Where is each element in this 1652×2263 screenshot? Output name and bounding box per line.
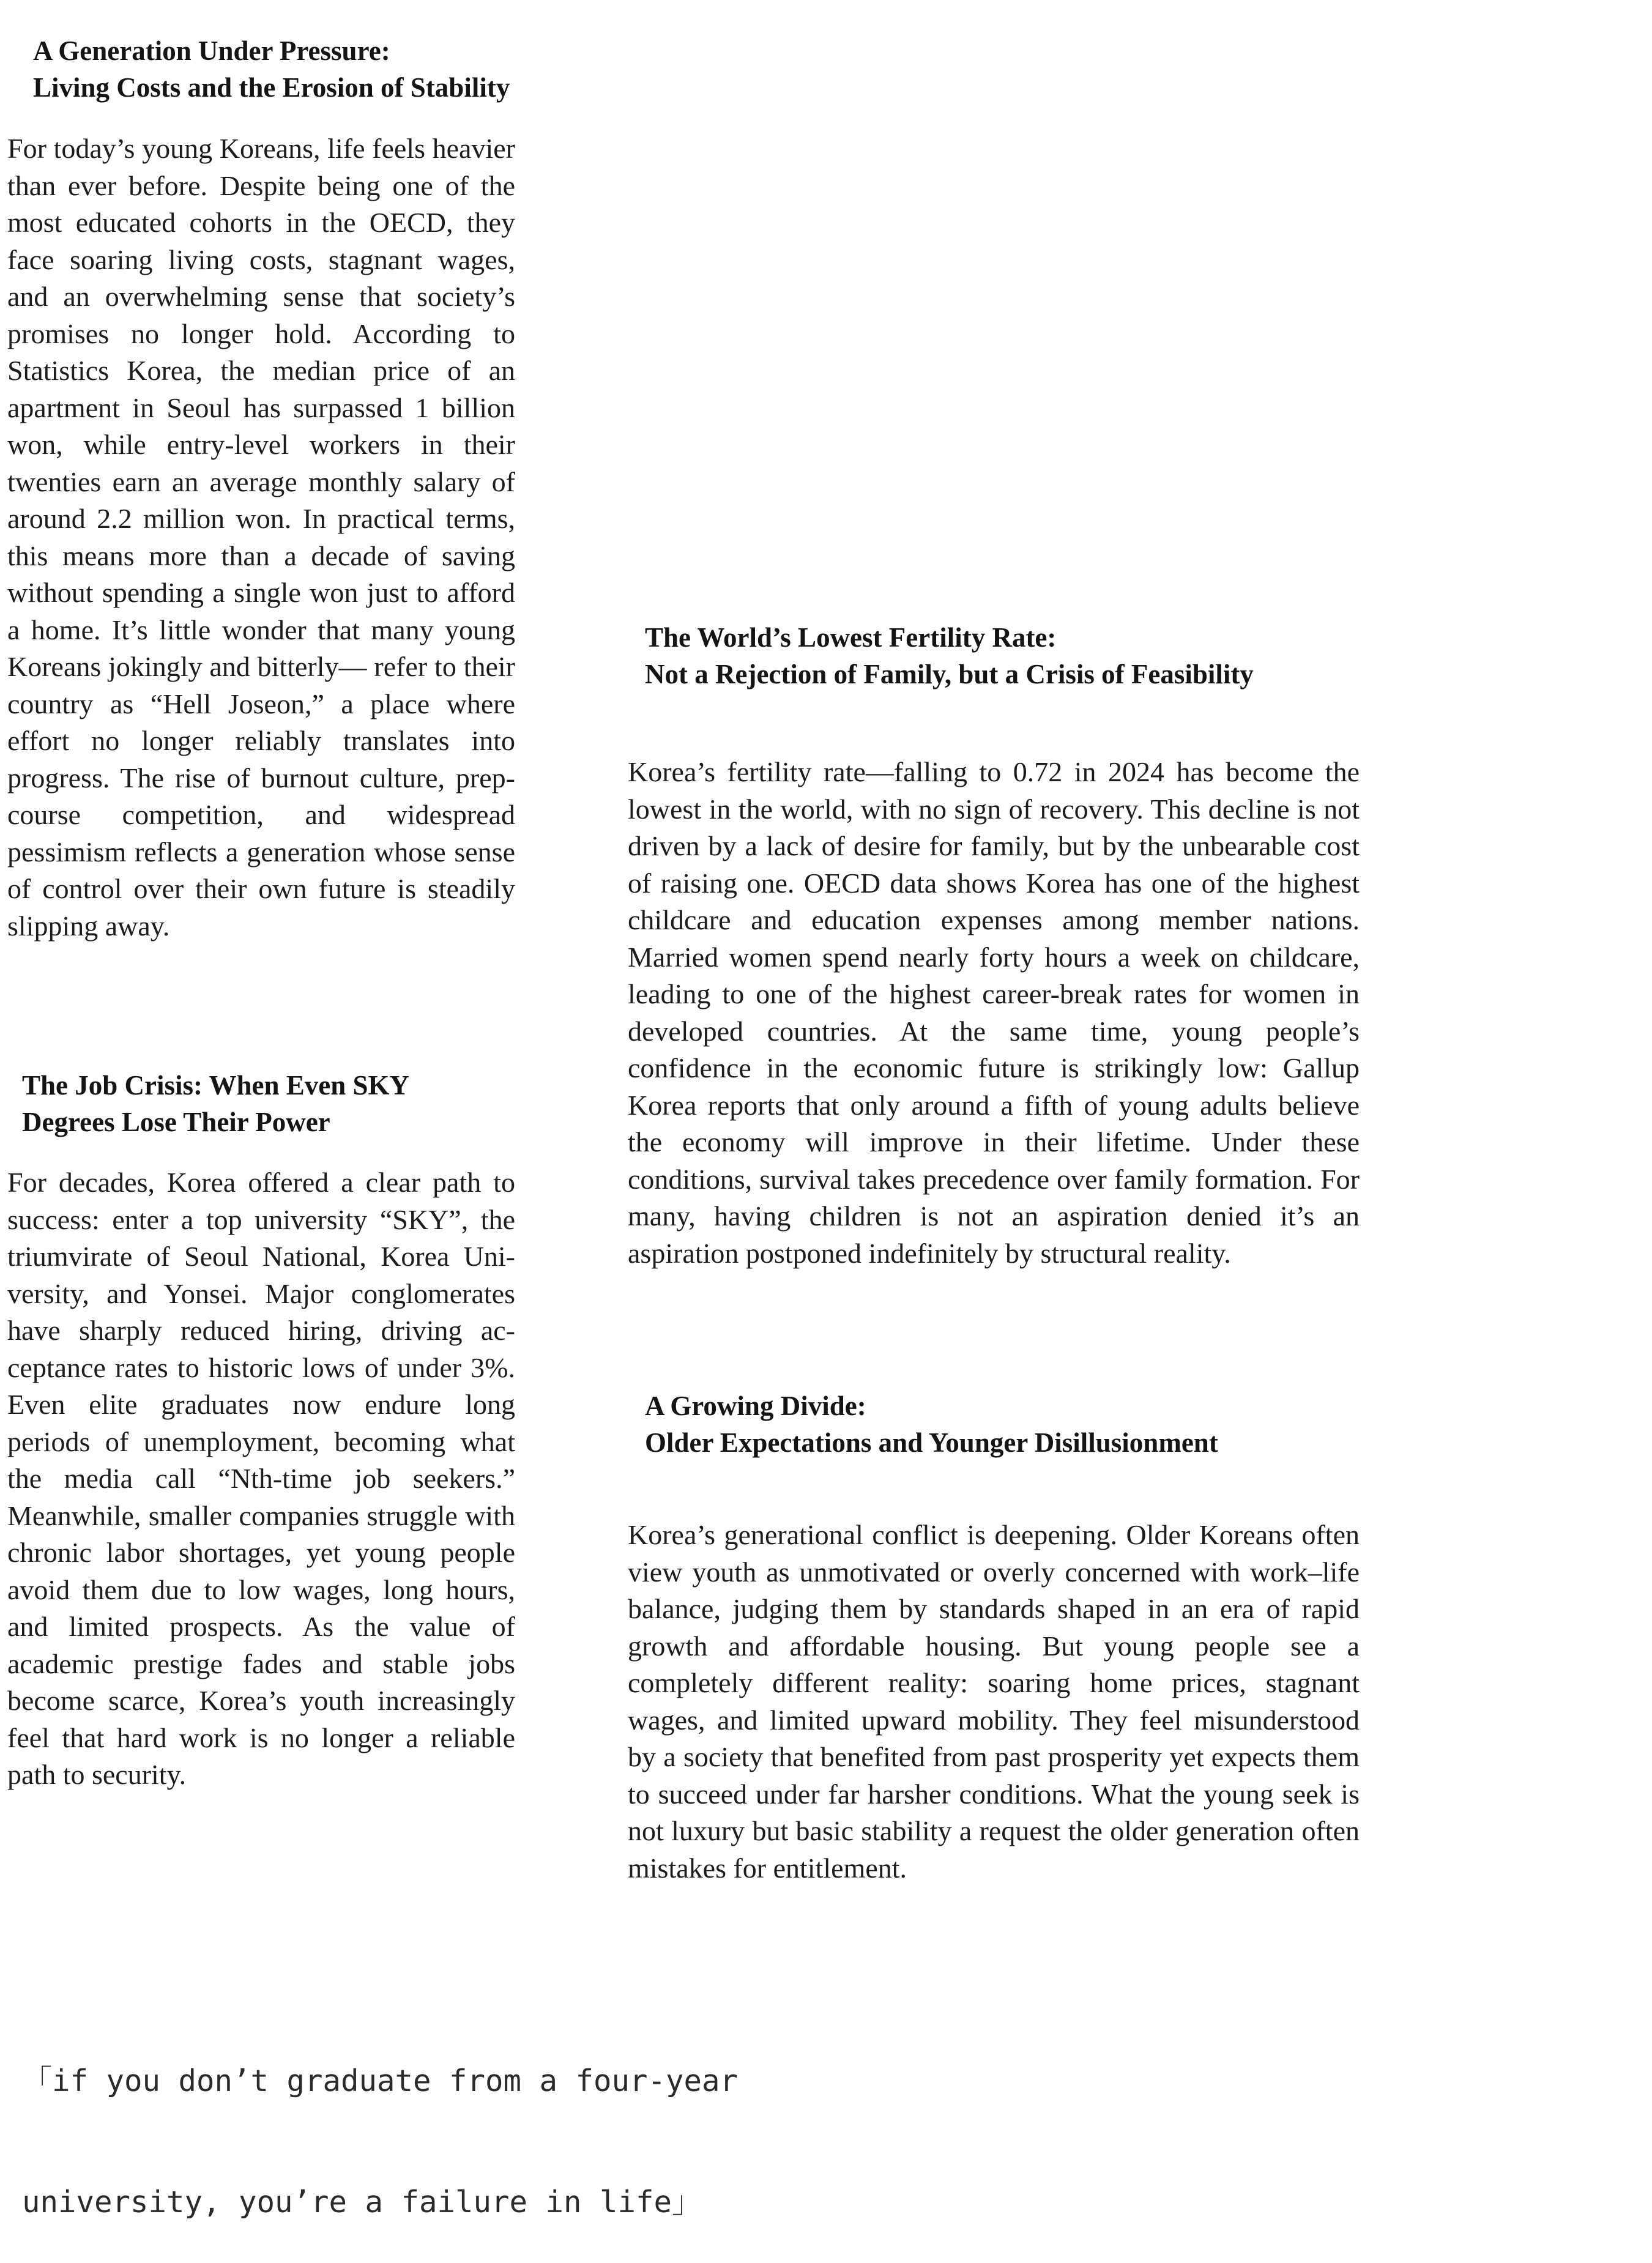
section-heading-growing-divide	[645, 1388, 1218, 1461]
heading-line-1: The World’s Lowest Fertility Rate:	[645, 622, 1057, 653]
section-body-growing-divide: Korea’s generational conflict is deepening. Older Koreans often view youth as unmotivated or overly concerned with work–life balance, judging them by standards shaped in an era of rapid growth and affordable housing. But young people see a completely different reality: soaring home prices, stagnant wages, and limited upward mobility. They feel misunderstood by a society that benefited from past prosperity yet expects them to succeed under far harsher conditions. What the young seek is not luxury but basic stability a request the older generation often mistakes for entitlement.	[628, 1519, 1360, 1884]
section-heading-generation-under-pressure	[33, 32, 510, 106]
pull-quote-line-1: 「if you don’t graduate from a four-year	[22, 2064, 739, 2098]
heading-line-1: A Growing Divide:	[645, 1391, 866, 1421]
heading-line-2: Older Expectations and Younger Disillusionment	[645, 1427, 1218, 1458]
pull-quote	[22, 1980, 738, 2263]
pull-quote-line-2: university, you’re a failure in life」	[22, 2185, 702, 2220]
heading-line-2: Living Costs and the Erosion of Stability	[33, 72, 510, 103]
section-body-job-crisis: For decades, Korea offered a clear path to success: enter a top university “SKY”, the triumvirate of Seoul National, Korea University, and Yonsei. Major conglomerates have sharply reduced hiring, driving acceptance rates to historic lows of under 3%. Even elite graduates now endure long periods of unemployment, becoming what the media call “Nth-time job seekers.” Meanwhile, smaller companies struggle with chronic labor shortages, yet young people avoid them due to low wages, long hours, and limited prospects. As the value of academic prestige fades and stable jobs become scarce, Korea’s youth increasingly feel that hard work is no longer a reliable path to security.	[7, 1167, 515, 1790]
section-heading-fertility-rate	[645, 619, 1254, 693]
section-body-generation-under-pressure: For today’s young Koreans, life feels heavier than ever before. Despite being one of the most educated cohorts in the OECD, they face soaring living costs, stagnant wages, and an overwhelming sense that society’s promises no longer hold. According to Statistics Korea, the median price of an apartment in Seoul has surpassed 1 billion won, while entry-level workers in their twenties earn an average monthly salary of around 2.2 million won. In practical terms, this means more than a decade of saving without spending a single won just to afford a home. It’s little wonder that many young Koreans jokingly and bitterly— refer to their country as “Hell Joseon,” a place where effort no longer reliably translates into progress. The rise of burnout culture, prep-course competition, and widespread pessimism reflects a generation whose sense of control over their own future is steadily slipping away.	[7, 133, 515, 942]
heading-line-1: The Job Crisis: When Even SKY	[22, 1070, 410, 1101]
heading-line-1: A Generation Under Pressure:	[33, 35, 390, 66]
section-body-fertility-rate: Korea’s fertility rate—falling to 0.72 in 2024 has become the lowest in the world, with no sign of recovery. This decline is not driven by a lack of desire for family, but by the unbearable cost of raising one. OECD data shows Korea has one of the highest childcare and education expenses among member nations. Married women spend nearly forty hours a week on childcare, leading to one of the highest career-break rates for women in developed countries. At the same time, young people’s confidence in the economic future is strikingly low: Gallup Korea reports that only around a fifth of young adults believe the economy will improve in their lifetime. Under these conditions, survival takes precedence over family formation. For many, having children is not an aspiration denied it’s an aspiration postponed indefinitely by structural reality.	[628, 756, 1360, 1269]
heading-line-2: Not a Rejection of Family, but a Crisis of Feasibility	[645, 659, 1254, 689]
heading-line-2: Degrees Lose Their Power	[22, 1107, 330, 1137]
section-heading-job-crisis	[22, 1067, 409, 1140]
